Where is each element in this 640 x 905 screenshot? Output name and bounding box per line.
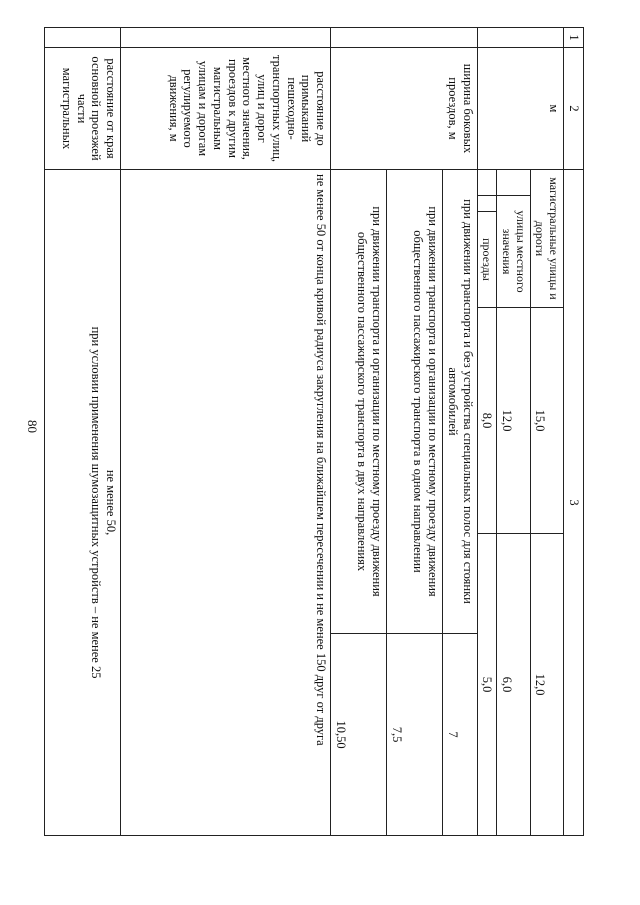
item-name: улицы местного значения	[497, 196, 530, 308]
side-passage-label: ширина боковых проездов, м	[331, 48, 478, 170]
item-name: проезды	[477, 212, 497, 308]
rotated-table-wrapper	[59, 27, 584, 835]
edge-distance-value	[45, 170, 121, 836]
item-value-b: 5,0	[477, 534, 497, 836]
page-number: 80	[25, 420, 40, 433]
item-value-a: 8,0	[477, 308, 497, 534]
side-value: 7	[443, 634, 478, 836]
table-row	[530, 28, 563, 836]
table-row	[121, 28, 331, 836]
table-cell-empty	[477, 196, 497, 212]
table-row	[443, 28, 478, 836]
side-value: 7,5	[387, 634, 443, 836]
side-value: 10,50	[331, 634, 387, 836]
item-value-b: 12,0	[530, 534, 563, 836]
table-cell-empty	[121, 28, 331, 48]
distance-value: не менее 50 от конца кривой радиуса закругления на ближайшем пересечении и не менее 150 друг от друга	[121, 170, 331, 836]
item-value-a: 15,0	[530, 308, 563, 534]
table-cell-empty	[45, 28, 121, 48]
unit-label: м	[477, 48, 563, 170]
table-cell-empty	[477, 28, 563, 48]
table-cell-empty	[331, 28, 478, 48]
item-value-b: 6,0	[497, 534, 530, 836]
distance-label: расстояние до примыканий пешеходно-транспортных улиц, улиц и дорог местного значения, проездов к другим магистральным улицам и дорогам регулируемого движения, м	[121, 48, 331, 170]
edge-distance-line-2: при условии применения шумозащитных устройств – не менее 25	[89, 326, 104, 679]
side-condition: при движении транспорта и организации по местному проезду движения общественного пассажирского транспорта в двух направлениях	[331, 170, 387, 634]
item-name: магистральные улицы и дороги	[530, 170, 563, 308]
header-col-1: 1	[564, 28, 584, 48]
edge-distance-label: расстояние от края основной проезжей части магистральных	[45, 48, 121, 170]
table-row	[45, 28, 121, 836]
table-cell-empty	[477, 170, 497, 196]
table-header-row	[564, 28, 584, 836]
edge-distance-line-1: не менее 50,	[104, 469, 119, 536]
side-condition: при движении транспорта и организации по местному проезду движения общественного пассажирского транспорта в одном направлении	[387, 170, 443, 634]
item-value-a: 12,0	[497, 308, 530, 534]
header-col-2: 2	[564, 48, 584, 170]
header-col-3: 3	[564, 170, 584, 836]
norms-table	[44, 27, 584, 836]
table-cell-empty	[497, 170, 530, 196]
side-condition: при движении транспорта и без устройства специальных полос для стоянки автомобилей	[443, 170, 478, 634]
